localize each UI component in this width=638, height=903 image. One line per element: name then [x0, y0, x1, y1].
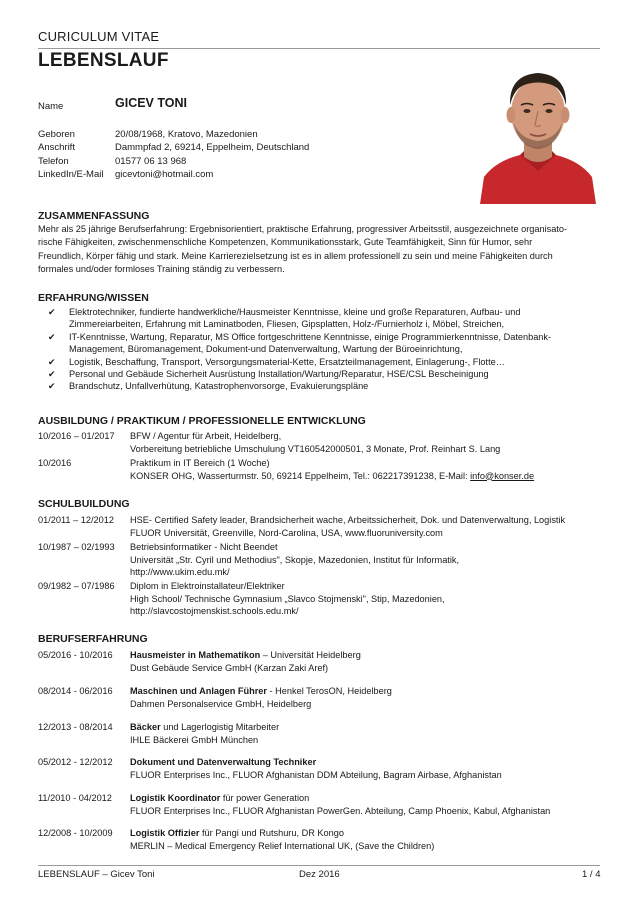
- footer-rule: [38, 865, 600, 866]
- address-value: Dammpfad 2, 69214, Eppelheim, Deutschland: [115, 142, 310, 153]
- training-title: AUSBILDUNG / PRAKTIKUM / PROFESSIONELLE ENTWICKLUNG: [38, 415, 366, 427]
- list-item: [38, 368, 598, 380]
- check-icon: ✔: [48, 369, 56, 380]
- entry-role-line: [130, 649, 600, 662]
- entry-line-text: KONSER OHG, Wasserturmstr. 50, 69214 Eppelheim, Tel.: 062217391238, E-Mail:: [130, 470, 471, 481]
- entry-role-line: [130, 756, 600, 769]
- check-icon: ✔: [48, 307, 56, 317]
- list-item: [38, 356, 598, 368]
- entry-line: High School/ Technische Gymnasium „Slavco Stojmenski", Stip, Mazedonien,: [130, 593, 445, 604]
- entry-date: 10/1987 – 02/1993: [38, 542, 115, 552]
- entry-line: Vorbereitung betriebliche Umschulung VT160542000501, 3 Monate, Prof. Reinhart S. Lang: [130, 443, 501, 454]
- header-subtitle: CURICULUM VITAE: [38, 29, 160, 44]
- entry-role-line: [130, 721, 600, 734]
- career-title: BERUFSERFAHRUNG: [38, 633, 148, 645]
- footer-date: Dez 2016: [299, 869, 340, 880]
- phone-label: Telefon: [38, 156, 69, 167]
- name-label: Name: [38, 101, 64, 112]
- entry-date: 12/2008 - 10/2009: [38, 828, 113, 838]
- name-value: GICEV TONI: [115, 96, 188, 110]
- entry-role-rest: für power Generation: [220, 793, 310, 803]
- entry-company: Dahmen Personalservice GmbH, Heidelberg: [130, 698, 312, 709]
- summary-line: rische Fähigkeiten, zwischenmenschliche Kompetenzen, Kommunikationsstark, Gute Teamfähigkeit, Sinn für Humor, sehr: [38, 237, 533, 248]
- birth-label: Geboren: [38, 129, 75, 140]
- entry-date: 10/2016: [38, 458, 72, 468]
- email-link[interactable]: info@konser.de: [470, 470, 535, 481]
- birth-value: 20/08/1968, Kratovo, Mazedonien: [115, 129, 258, 140]
- entry-role: Hausmeister in Mathematikon: [130, 650, 261, 660]
- entry-line: Diplom in Elektroinstallateur/Elektriker: [130, 581, 285, 591]
- summary-paragraph: [38, 223, 600, 276]
- summary-line: Freundlich, Körper fähig und stark. Meine Karrierezielsetzung ist es in allem professionell zu sein und meine Fähigkeiten durch: [38, 250, 553, 261]
- entry-role-rest: - Henkel TerosON, Heidelberg: [266, 686, 392, 696]
- entry-date: 11/2010 - 04/2012: [38, 793, 112, 803]
- skill-line: Management, Büromanagement, Dokument-und Datenverwaltung, Wartung der Büroeinrichtung,: [69, 344, 463, 355]
- skill-line: Elektrotechniker, fundierte handwerkliche/Hausmeister Kenntnisse, kleine und große Reparaturen, Aufbau- und: [69, 307, 521, 317]
- check-icon: ✔: [48, 356, 56, 367]
- portrait-illustration: [476, 49, 600, 204]
- entry-line: HSE- Certified Safety leader, Brandsicherheit wache, Arbeitssicherheit, Dok. und Datenverwaltung, Logistik: [130, 515, 566, 525]
- entry-company: FLUOR Enterprises Inc., FLUOR Afghanistan DDM Abteilung, Bagram Airbase, Afghanistan: [130, 769, 502, 780]
- entry-line[interactable]: http://slavcostojmenskist.schools.edu.mk/: [130, 606, 299, 617]
- entry-line: Universität „Str. Cyril und Methodius", Skopje, Mazedonien, Institut für Informatik,: [130, 554, 460, 565]
- skill-line: IT-Kenntnisse, Wartung, Reparatur, MS Office fortgeschrittene Kenntnisse, einige Programmierkenntnisse, Datenbank-: [69, 331, 552, 342]
- entry-date: 01/2011 – 12/2012: [38, 515, 114, 525]
- email-label: LinkedIn/E-Mail: [38, 169, 104, 180]
- entry-company: FLUOR Enterprises Inc., FLUOR Afghanistan PowerGen. Abteilung, Camp Phoenix, Kabul, Afghanistan: [130, 805, 551, 816]
- entry-role: Logistik Offizier: [130, 828, 200, 838]
- summary-title: ZUSAMMENFASSUNG: [38, 210, 150, 222]
- entry-role: Dokument und Datenverwaltung Techniker: [130, 757, 317, 767]
- skill-line: Zimmereiarbeiten, Erfahrung mit Laminatboden, Fliesen, Gipsplatten, Holz-/Furnierholz i, Möbel, Streichen,: [69, 319, 505, 330]
- summary-line: formales und/oder formloses Training ständig zu verbessern.: [38, 263, 285, 274]
- list-item: [38, 380, 598, 392]
- entry-role-rest: und Lagerlogistig Mitarbeiter: [160, 722, 280, 732]
- page-title: LEBENSLAUF: [38, 50, 169, 71]
- entry-role: Logistik Koordinator: [130, 793, 221, 803]
- entry-date: 05/2016 - 10/2016: [38, 650, 113, 660]
- entry-role-rest: für Pangi und Rutshuru, DR Kongo: [199, 828, 344, 838]
- entry-line: Praktikum in IT Bereich (1 Woche): [130, 458, 270, 468]
- entry-date: 09/1982 – 07/1986: [38, 581, 115, 591]
- entry-company: Dust Gebäude Service GmbH (Karzan Zaki Aref): [130, 662, 329, 673]
- entry-date: 12/2013 - 08/2014: [38, 722, 113, 732]
- skill-line: Personal und Gebäude Sicherheit Ausrüstung Installation/Wartung/Reparatur, HSE/CSL Bescheinigung: [69, 369, 489, 380]
- address-label: Anschrift: [38, 142, 75, 153]
- entry-role-line: [130, 827, 600, 840]
- page-number: 1 / 4: [582, 869, 601, 880]
- skill-line: Logistik, Beschaffung, Transport, Versorgungsmaterial-Kette, Ersatzteilmanagement, Einlagerung-, Flotte…: [69, 356, 505, 367]
- entry-date: 10/2016 – 01/2017: [38, 431, 115, 441]
- skills-list: [38, 306, 598, 393]
- summary-line: Mehr als 25 jährige Berufserfahrung: Ergebnisorientiert, praktische Erfahrung, progressiver Arbeitsstil, ausgezeichnete organisato-: [38, 224, 568, 234]
- portrait-photo: [476, 49, 600, 204]
- entry-role: Bäcker: [130, 722, 161, 732]
- skills-title: ERFAHRUNG/WISSEN: [38, 292, 149, 304]
- skill-line: Brandschutz, Unfallverhütung, Katastrophenvorsorge, Evakuierungspläne: [69, 381, 369, 392]
- phone-value: 01577 06 13 968: [115, 156, 187, 167]
- entry-role-rest: – Universität Heidelberg: [260, 650, 361, 660]
- entry-line: BFW / Agentur für Arbeit, Heidelberg,: [130, 431, 282, 441]
- entry-role-line: [130, 685, 600, 698]
- entry-line: [130, 470, 600, 483]
- entry-role: Maschinen und Anlagen Führer: [130, 686, 267, 696]
- email-value[interactable]: gicevtoni@hotmail.com: [115, 169, 214, 180]
- check-icon: ✔: [48, 381, 56, 392]
- footer-left: LEBENSLAUF – Gicev Toni: [38, 869, 155, 880]
- entry-line: FLUOR Universität, Greenville, Nord-Carolina, USA, www.fluoruniversity.com: [130, 527, 443, 538]
- list-item: [38, 331, 598, 356]
- entry-role-line: [130, 792, 600, 805]
- check-icon: ✔: [48, 331, 56, 342]
- list-item: [38, 306, 598, 331]
- entry-date: 05/2012 - 12/2012: [38, 757, 113, 767]
- entry-date: 08/2014 - 06/2016: [38, 686, 113, 696]
- school-title: SCHULBUILDUNG: [38, 498, 130, 510]
- entry-company: IHLE Bäckerei GmbH München: [130, 734, 259, 745]
- entry-line[interactable]: http://www.ukim.edu.mk/: [130, 567, 230, 578]
- entry-company: MERLIN – Medical Emergency Relief International UK, (Save the Children): [130, 840, 435, 851]
- entry-line: Betriebsinformatiker - Nicht Beendet: [130, 542, 278, 552]
